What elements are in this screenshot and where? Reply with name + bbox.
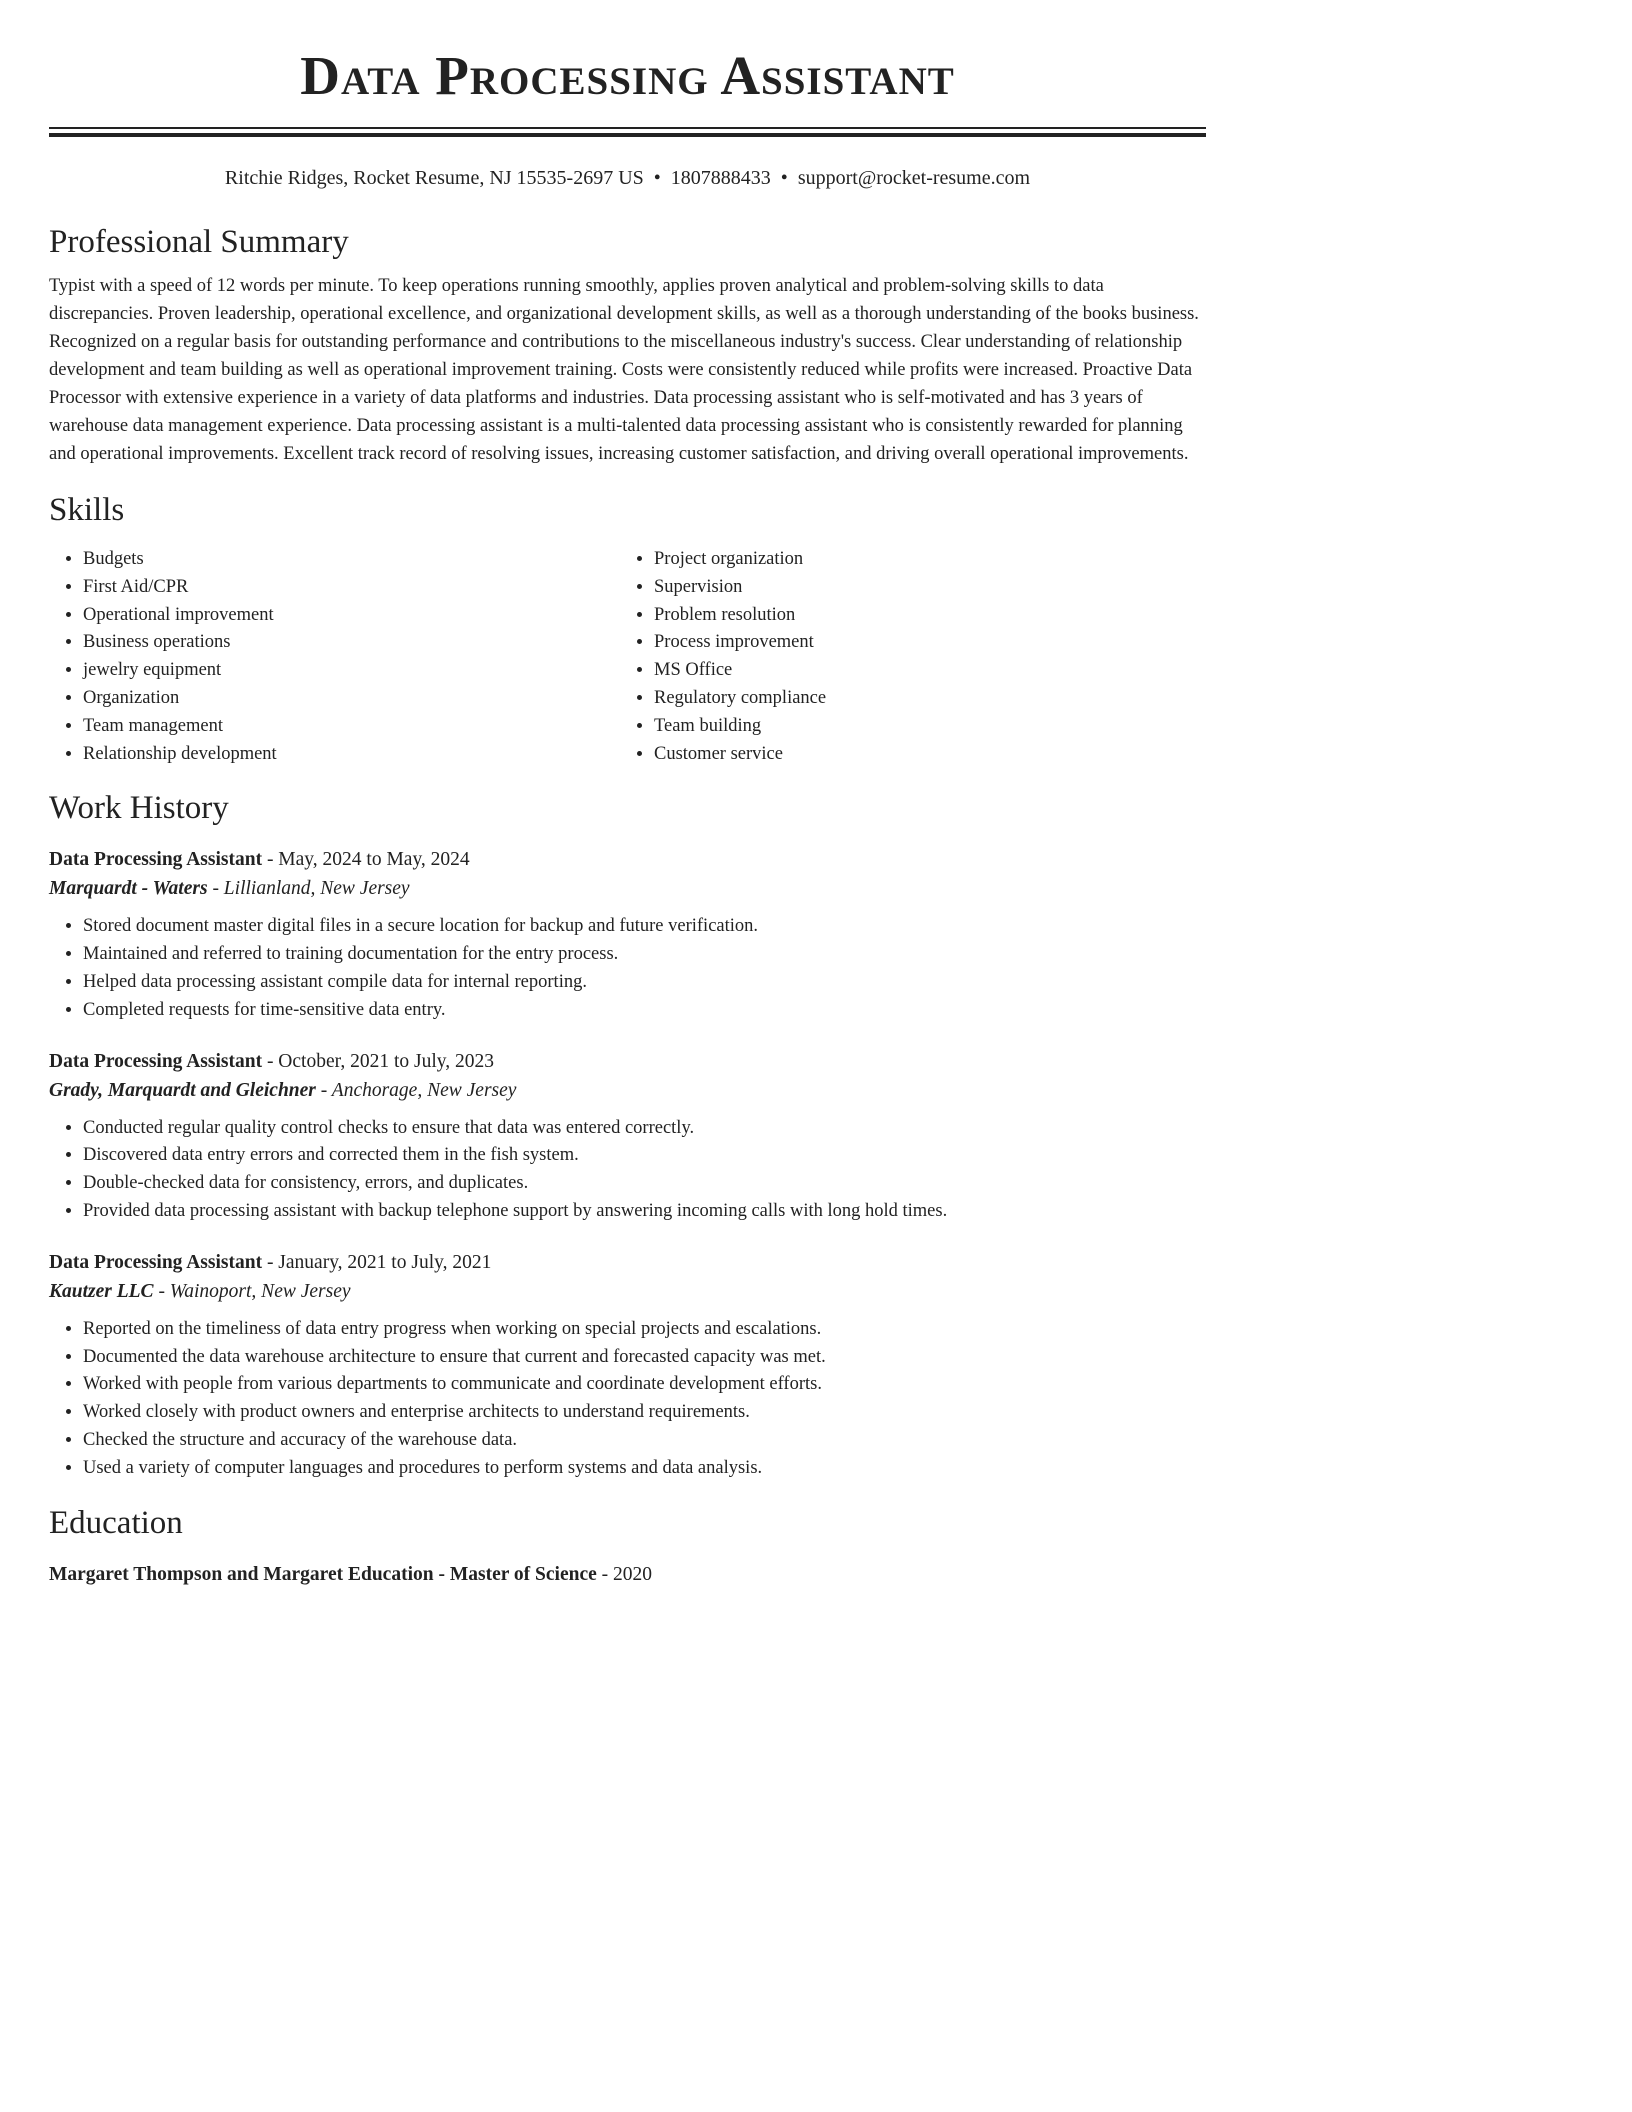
contact-separator: • (780, 167, 788, 189)
job-entry (49, 845, 1206, 1024)
education-degree: Margaret Thompson and Margaret Education - Master of Science (49, 1563, 597, 1585)
skills-left-list (49, 546, 620, 768)
skill-item: • Problem resolution (654, 602, 1191, 630)
skills-heading: Skills (49, 492, 125, 528)
job-entry (49, 1248, 1206, 1483)
job-bullet: • Maintained and referred to training documentation for the entry process. (83, 941, 1206, 969)
skill-item: • Team management (83, 713, 620, 741)
job-bullet: • Stored document master digital files in a secure location for backup and future verification. (83, 913, 1206, 941)
skill-item: • Business operations (83, 629, 620, 657)
skills-right-list (620, 546, 1191, 768)
work-history-heading: Work History (49, 790, 229, 827)
job-bullet: • Worked with people from various departments to communicate and coordinate development efforts. (83, 1371, 1206, 1399)
job-company: Grady, Marquardt and Gleichner (49, 1079, 316, 1101)
job-bullet: • Discovered data entry errors and corrected them in the fish system. (83, 1142, 1206, 1170)
job-bullet: • Reported on the timeliness of data entry progress when working on special projects and escalations. (83, 1316, 1206, 1344)
job-bullet: • Provided data processing assistant with backup telephone support by answering incoming calls with long hold times. (83, 1198, 1206, 1226)
job-title-line (49, 845, 1206, 874)
contact-address: Ritchie Ridges, Rocket Resume, NJ 15535-2697 US (224, 167, 644, 189)
title-divider (49, 127, 1206, 137)
skill-item: • Relationship development (83, 741, 620, 769)
skill-item: • Organization (83, 685, 620, 713)
job-title: Data Processing Assistant (49, 849, 263, 871)
education-entry (49, 1560, 1206, 1589)
job-title: Data Processing Assistant (49, 1251, 263, 1273)
education-year: - 2020 (596, 1563, 653, 1585)
job-company-line (49, 874, 1206, 903)
skills-columns (49, 546, 1206, 768)
resume-title: Data Processing Assistant (300, 45, 955, 106)
skill-item: • Customer service (654, 741, 1191, 769)
job-company-line (49, 1076, 1206, 1105)
skill-item: • Project organization (654, 546, 1191, 574)
job-company: Kautzer LLC (49, 1280, 154, 1302)
summary-text: Typist with a speed of 12 words per minute. To keep operations running smoothly, applies proven analytical and problem-solving skills to data discrepancies. Proven leadership, operational excellence, and organizational development skills, as well as a thorough understanding of the books business. Recognized on a regular basis for outstanding performance and contributions to the miscellaneous industry's success. Clear understanding of relationship development and team building as well as operational improvement training. Costs were consistently reduced while profits were increased. Proactive Data Processor with extensive experience in a variety of data platforms and industries. Data processing assistant who is self-motivated and has 3 years of warehouse data management experience. Data processing assistant is a multi-talented data processing assistant who is consistently rewarded for planning and operational improvements. Excellent track record of resolving issues, increasing customer satisfaction, and driving overall operational improvements. (49, 276, 1199, 464)
skill-item: • MS Office (654, 657, 1191, 685)
job-company-line (49, 1277, 1206, 1306)
skill-item: • First Aid/CPR (83, 574, 620, 602)
contact-separator: • (653, 167, 661, 189)
skill-item: • Supervision (654, 574, 1191, 602)
job-location: - Lillianland, New Jersey (207, 878, 410, 900)
summary-heading: Professional Summary (49, 224, 349, 260)
contact-line (49, 166, 1206, 190)
job-bullet: • Documented the data warehouse architecture to ensure that current and forecasted capacity was met. (83, 1344, 1206, 1372)
skill-item: • Regulatory compliance (654, 685, 1191, 713)
job-company: Marquardt - Waters (49, 878, 208, 900)
skill-item: • Team building (654, 713, 1191, 741)
job-title-line (49, 1248, 1206, 1277)
skill-item: • jewelry equipment (83, 657, 620, 685)
job-bullet: • Worked closely with product owners and enterprise architects to understand requirements. (83, 1399, 1206, 1427)
job-bullets (49, 913, 1206, 1024)
job-dates: - January, 2021 to July, 2021 (262, 1251, 492, 1273)
job-bullet: • Checked the structure and accuracy of the warehouse data. (83, 1427, 1206, 1455)
job-bullet: • Completed requests for time-sensitive data entry. (83, 997, 1206, 1025)
job-dates: - October, 2021 to July, 2023 (262, 1050, 494, 1072)
job-title: Data Processing Assistant (49, 1050, 263, 1072)
skill-item: • Budgets (83, 546, 620, 574)
job-location: - Anchorage, New Jersey (315, 1079, 517, 1101)
job-bullets (49, 1115, 1206, 1226)
contact-email: support@rocket-resume.com (797, 167, 1031, 189)
job-title-line (49, 1047, 1206, 1076)
skill-item: • Process improvement (654, 629, 1191, 657)
job-bullet: • Helped data processing assistant compile data for internal reporting. (83, 969, 1206, 997)
job-bullets (49, 1316, 1206, 1483)
job-bullet: • Double-checked data for consistency, errors, and duplicates. (83, 1170, 1206, 1198)
job-dates: - May, 2024 to May, 2024 (262, 849, 470, 871)
contact-phone: 1807888433 (670, 167, 771, 189)
skill-item: • Operational improvement (83, 602, 620, 630)
job-entry (49, 1047, 1206, 1226)
job-bullet: • Used a variety of computer languages and procedures to perform systems and data analysis. (83, 1455, 1206, 1483)
job-bullet: • Conducted regular quality control checks to ensure that data was entered correctly. (83, 1115, 1206, 1143)
education-heading: Education (49, 1504, 183, 1541)
job-location: - Wainoport, New Jersey (153, 1280, 351, 1302)
